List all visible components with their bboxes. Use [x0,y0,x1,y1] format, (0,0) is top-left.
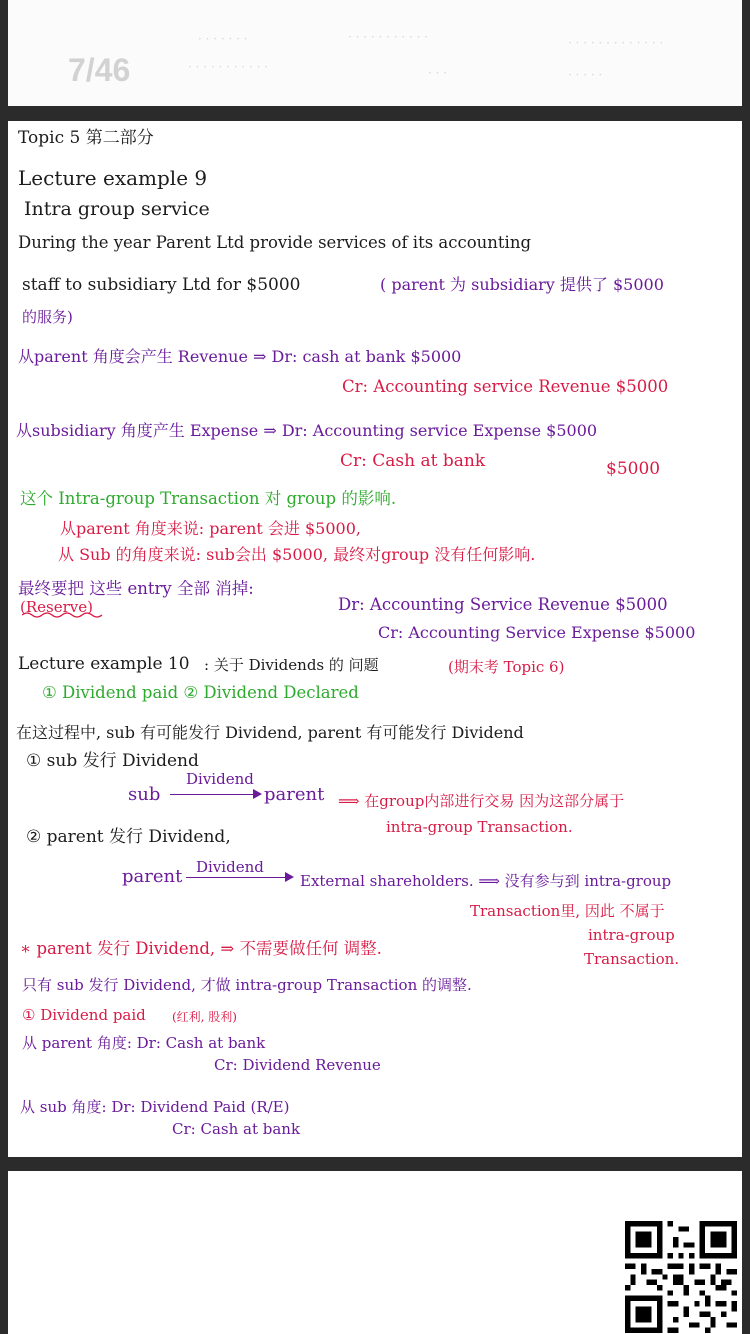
dividend-types: ① Dividend paid ② Dividend Declared [42,683,359,702]
next-page [8,1171,742,1334]
lecture-example-9-heading: Lecture example 9 [18,166,208,190]
dividend-process-note: 在这过程中, sub 有可能发行 Dividend, parent 有可能发行 Dividend [16,723,524,742]
arrow-label-dividend-2: Dividend [196,858,264,876]
elimination-entry-cr: Cr: Accounting Service Expense $5000 [378,623,696,642]
topic-heading: Topic 5 第二部分 [18,128,154,148]
subsidiary-expense-entry-dr: 从subsidiary 角度产生 Expense ⇒ Dr: Accounting service Expense $5000 [16,421,598,440]
sub-view-dr: 从 sub 角度: Dr: Dividend Paid (R/E) [20,1098,290,1116]
not-intra-group-note: Transaction里, 因此 不属于 [470,902,665,920]
question-line-1: During the year Parent Ltd provide services of its accounting [18,233,532,252]
arrow-label-dividend: Dividend [186,770,254,788]
question-note-cn: ( parent 为 subsidiary 提供了 $5000 [380,275,664,294]
subsidiary-expense-entry-cr: Cr: Cash at bank [340,451,486,471]
question-note-cn-cont: 的服务) [22,308,73,326]
faded-text: · · · [428,66,448,80]
faded-text: · · · · · [568,68,603,82]
parent-no-adjustment: ∗ parent 发行 Dividend, ⇒ 不需要做任何 调整. [20,939,382,958]
dividend-paid-heading: ① Dividend paid [22,1006,146,1024]
elimination-entry-dr: Dr: Accounting Service Revenue $5000 [338,595,668,614]
not-intra-group-note-cont: intra-group [588,926,675,944]
reserve-note: (Reserve) [20,598,93,616]
external-shareholders-note: External shareholders. ⟹ 没有参与到 intra-group [300,872,672,890]
subsidiary-expense-amount: $5000 [606,459,661,479]
faded-text: · · · · · · · · · · · · · [568,36,664,50]
parent-revenue-entry-cr: Cr: Accounting service Revenue $5000 [342,377,669,396]
previous-page [8,0,742,106]
flow-arrow-icon [186,877,292,878]
page-indicator: 7/46 [68,52,131,88]
sub-adjustment-rule: 只有 sub 发行 Dividend, 才做 intra-group Transaction 的调整. [22,976,472,994]
reserve-underline [22,611,104,619]
dividend-paid-cn: (红利, 股利) [172,1010,237,1024]
parent-issues-dividend: ② parent 发行 Dividend, [26,827,231,847]
flow-parent-2: parent [122,866,183,887]
parent-view-cr: Cr: Dividend Revenue [214,1056,381,1074]
sub-view-cr: Cr: Cash at bank [172,1120,301,1138]
lecture-example-10-heading: Lecture example 10 [18,654,190,674]
flow-arrow-icon [170,794,260,795]
intra-group-service-heading: Intra group service [24,198,210,220]
flow-sub: sub [128,784,161,805]
group-effect-parent: 从parent 角度来说: parent 会进 $5000, [60,519,361,538]
intra-group-reason-cont: intra-group Transaction. [386,818,573,836]
faded-text: · · · · · · · [198,32,248,46]
dividends-question: : 关于 Dividends 的 问题 [204,656,379,674]
faded-text: · · · · · · · · · · · [188,60,269,74]
exam-note: (期末考 Topic 6) [448,658,565,676]
elimination-heading: 最终要把 这些 entry 全部 消掉: [18,579,254,598]
parent-view-dr: 从 parent 角度: Dr: Cash at bank [22,1034,266,1052]
group-effect-heading: 这个 Intra-group Transaction 对 group 的影响. [20,489,397,508]
faded-text: · · · · · · · · · · · [348,30,429,44]
qr-code-icon[interactable] [625,1221,737,1333]
flow-parent: parent [264,784,325,805]
parent-revenue-entry-dr: 从parent 角度会产生 Revenue ⇒ Dr: cash at bank $5000 [18,347,462,366]
not-intra-group-note-end: Transaction. [584,950,680,968]
handwritten-note-page [8,121,742,1157]
sub-issues-dividend: ① sub 发行 Dividend [26,751,199,771]
intra-group-reason: ⟹ 在group内部进行交易 因为这部分属于 [338,792,625,810]
question-line-2: staff to subsidiary Ltd for $5000 [22,275,301,295]
group-effect-sub: 从 Sub 的角度来说: sub会出 $5000, 最终对group 没有任何影响. [58,545,536,564]
